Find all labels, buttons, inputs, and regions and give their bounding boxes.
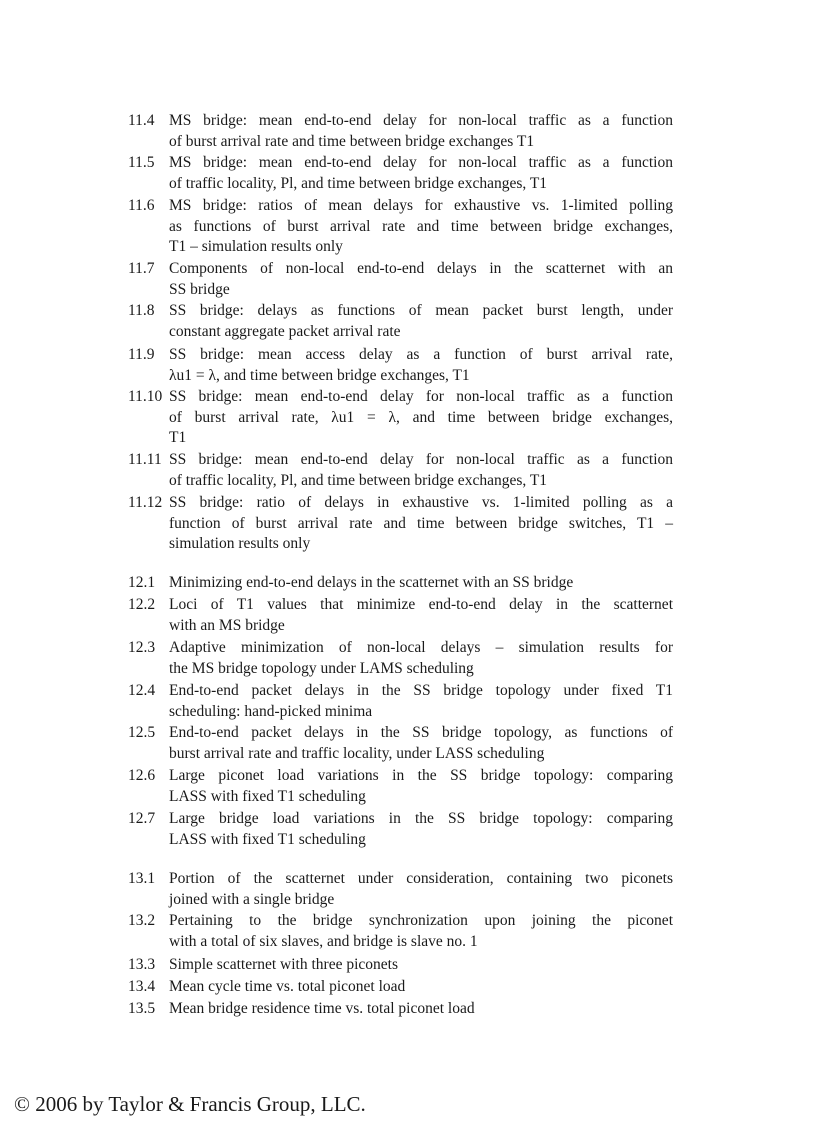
list-item [128,259,673,300]
entry-number: 12.7 [128,810,156,827]
entry-line: constant aggregate packet arrival rate [169,322,401,340]
list-item [128,387,673,449]
list-item [128,196,673,258]
entry-number: 13.2 [128,912,156,929]
entry-line: of traffic locality, Pl, and time between bridge exchanges, T1 [169,174,548,192]
entry-line: the MS bridge topology under LAMS scheduling [169,659,474,677]
entry-number: 13.1 [128,870,156,887]
list-item [128,111,673,152]
list-item [128,911,673,952]
entry-line: LASS with fixed T1 scheduling [169,830,366,848]
list-item [128,809,673,850]
entry-number: 11.10 [128,388,163,405]
entry-line: MS bridge: mean end-to-end delay for non-local traffic as a function [169,112,673,129]
entry-line: Mean cycle time vs. total piconet load [169,978,406,995]
entry-line: of burst arrival rate, λu1 = λ, and time between bridge exchanges, [169,408,673,426]
list-item [128,573,673,594]
entry-line: SS bridge: mean access delay as a function of burst arrival rate, [169,346,673,363]
entry-number: 11.8 [128,302,155,319]
list-item [128,681,673,722]
list-item [128,595,673,636]
list-item [128,638,673,679]
entry-line: with an MS bridge [169,616,285,634]
entry-number: 13.4 [128,978,156,995]
entry-line: T1 [169,429,187,447]
entry-line: function of burst arrival rate and time between bridge switches, T1 – [169,514,673,532]
entry-line: SS bridge: delays as functions of mean packet burst length, under [169,302,673,319]
entry-line: of traffic locality, Pl, and time between bridge exchanges, T1 [169,471,548,489]
entry-line: Simple scatternet with three piconets [169,956,398,973]
entry-line: with a total of six slaves, and bridge is slave no. 1 [169,932,478,950]
entry-line: λu1 = λ, and time between bridge exchanges, T1 [169,366,470,384]
list-item [128,493,673,555]
list-item [128,869,673,910]
entry-number: 13.3 [128,956,156,973]
entry-number: 11.11 [128,451,162,468]
entry-line: MS bridge: mean end-to-end delay for non-local traffic as a function [169,154,673,171]
entry-line: SS bridge: mean end-to-end delay for non-local traffic as a function [169,388,673,405]
entry-line: End-to-end packet delays in the SS bridge topology, as functions of [169,724,673,741]
entry-number: 11.6 [128,197,155,214]
list-item [128,955,673,976]
entry-number: 12.2 [128,596,156,613]
list-item [128,977,673,998]
entry-line: of burst arrival rate and time between bridge exchanges T1 [169,132,535,150]
entry-line: Mean bridge residence time vs. total piconet load [169,1000,475,1017]
list-item [128,153,673,194]
entry-number: 11.4 [128,112,155,129]
list-item [128,450,673,491]
entry-line: as functions of burst arrival rate and time between bridge exchanges, [169,217,673,235]
entry-line: scheduling: hand-picked minima [169,702,373,720]
entry-number: 12.5 [128,724,156,741]
entry-line: Loci of T1 values that minimize end-to-end delay in the scatternet [169,596,673,613]
list-item [128,999,673,1020]
entry-line: burst arrival rate and traffic locality, under LASS scheduling [169,744,545,762]
entry-line: Large bridge load variations in the SS bridge topology: comparing [169,810,673,827]
entry-line: Pertaining to the bridge synchronization upon joining the piconet [169,912,673,929]
entry-number: 11.12 [128,494,163,511]
entry-number: 11.9 [128,346,155,363]
list-item [128,345,673,386]
list-item [128,766,673,807]
entry-line: LASS with fixed T1 scheduling [169,787,366,805]
list-item [128,301,673,342]
entry-line: SS bridge [169,280,230,298]
entry-number: 11.5 [128,154,155,171]
list-item [128,723,673,764]
copyright-footer: © 2006 by Taylor & Francis Group, LLC. [14,1092,366,1116]
entry-number: 13.5 [128,1000,156,1017]
entry-number: 12.3 [128,639,156,656]
entry-line: End-to-end packet delays in the SS bridge topology under fixed T1 [169,682,673,699]
entry-line: simulation results only [169,535,311,553]
entry-line: SS bridge: ratio of delays in exhaustive vs. 1-limited polling as a [169,494,673,511]
entry-line: T1 – simulation results only [169,238,343,256]
entry-line: Minimizing end-to-end delays in the scatternet with an SS bridge [169,574,574,591]
entry-number: 12.6 [128,767,156,784]
entry-line: MS bridge: ratios of mean delays for exhaustive vs. 1-limited polling [169,197,673,214]
entry-line: joined with a single bridge [169,890,335,908]
entry-line: Adaptive minimization of non-local delays – simulation results for [169,639,673,656]
entry-number: 12.4 [128,682,156,699]
entry-number: 12.1 [128,574,156,591]
entry-number: 11.7 [128,260,155,277]
entry-line: Large piconet load variations in the SS bridge topology: comparing [169,767,673,784]
entry-line: Components of non-local end-to-end delays in the scatternet with an [169,260,673,277]
entry-line: SS bridge: mean end-to-end delay for non-local traffic as a function [169,451,673,468]
entry-line: Portion of the scatternet under consideration, containing two piconets [169,870,673,887]
